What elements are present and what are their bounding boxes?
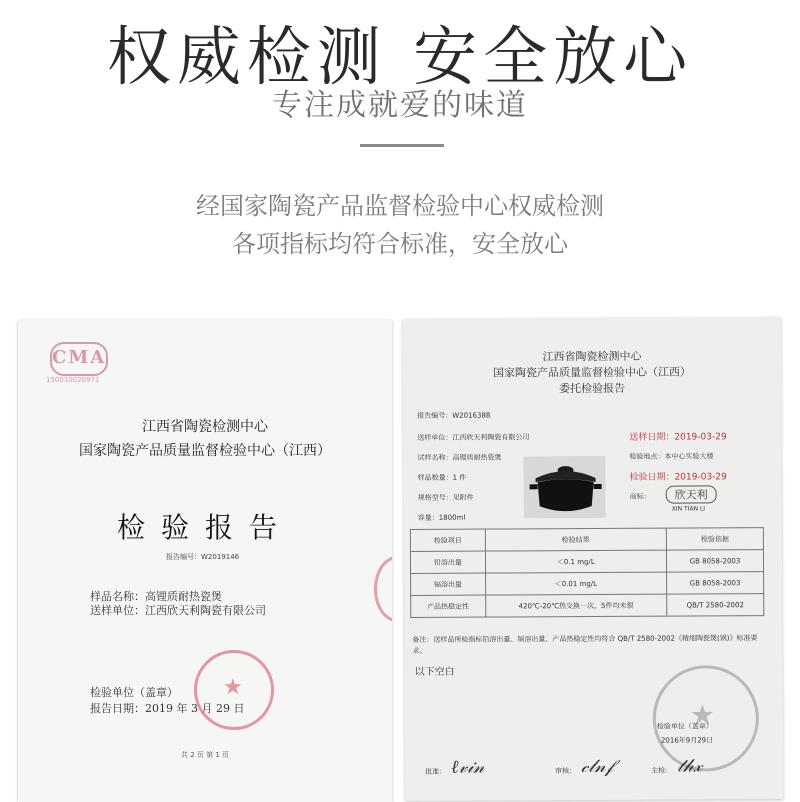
reviewer-signature: 𝒸𝓁𝓃𝒻 — [581, 755, 614, 778]
table-cell: GB 8058-2003 — [667, 572, 764, 595]
cma-number: 150010020971 — [46, 376, 100, 384]
org-name-2: 国家陶瓷产品质量监督检验中心（江西） — [79, 443, 331, 459]
red-seal-stamp — [194, 650, 274, 730]
column-header: 检验项目 — [410, 529, 485, 551]
table-header-row — [410, 528, 763, 552]
table-cell: ＜0.01 mg/L — [485, 572, 666, 595]
sample-quantity: 样品数量：1 件 — [417, 473, 467, 482]
client-name: 送样单位：江西欣天利陶瓷有限公司 — [417, 433, 530, 442]
approver-signature: ℓ𝓋𝒾𝓃 — [451, 756, 485, 778]
tester-label: 主检： — [651, 766, 673, 775]
report-cover-document — [18, 320, 392, 802]
clay-pot-image — [523, 456, 605, 518]
tester-signature: 𝓉𝒽𝓍 — [677, 755, 703, 777]
page-number: 共 2 页 第 1 页 — [180, 751, 230, 759]
report-date: 2016年9月29日 — [660, 736, 714, 745]
test-results-table — [410, 527, 764, 618]
page-title: 权威检测 安全放心 — [106, 21, 694, 95]
sample-spec: 规格型号：见附件 — [417, 493, 474, 502]
reviewer-label: 审核： — [555, 767, 577, 776]
report-title: 检验报告 — [116, 511, 293, 544]
column-header: 检验依据 — [666, 528, 763, 551]
test-result-document — [403, 317, 784, 801]
org-name-2: 国家陶瓷产品质量监督检验中心（江西） — [492, 365, 692, 380]
description-line-1: 经国家陶瓷产品监督检验中心权威检测 — [196, 192, 604, 220]
table-cell: 420℃-20℃热交换一次，5件均未裂 — [485, 594, 666, 617]
table-cell: QB/T 2580-2002 — [667, 594, 764, 617]
test-date: 检验日期：2019-03-29 — [629, 472, 727, 483]
page-subtitle: 专注成就爱的味道 — [272, 88, 528, 123]
gray-seal-stamp — [653, 665, 760, 772]
sample-name: 样品名称：高锂质耐热瓷煲 — [90, 590, 222, 603]
table-row — [411, 572, 764, 596]
table-cell: 铅溶出量 — [410, 551, 485, 573]
brand-label: 商标： — [629, 492, 651, 501]
inspector-label: 检验单位（盖章） — [90, 686, 178, 699]
edge-seal-stamp — [374, 556, 392, 622]
brand-logo: 欣天利 — [666, 485, 717, 503]
description-line-2: 各项指标均符合标准，安全放心 — [232, 230, 568, 258]
org-name-1: 江西省陶瓷检测中心 — [142, 419, 268, 435]
brand-pinyin: XIN TIAN LI — [671, 505, 706, 513]
client-name: 送样单位：江西欣天利陶瓷有限公司 — [90, 604, 266, 617]
sample-volume: 容量：1800ml — [417, 513, 466, 522]
table-cell: ＜0.1 mg/L — [485, 550, 666, 573]
sample-name: 试样名称：高锂质耐热瓷煲 — [417, 453, 502, 462]
test-location: 检验地点：本中心实验大楼 — [629, 452, 714, 461]
approver-label: 批准： — [425, 767, 447, 776]
table-cell: 镉溶出量 — [411, 573, 486, 595]
table-cell: 产品热稳定性 — [411, 595, 486, 617]
org-name-1: 江西省陶瓷检测中心 — [542, 349, 642, 364]
table-cell: GB 8058-2003 — [666, 550, 763, 573]
table-row — [411, 594, 764, 618]
report-date: 报告日期：2019 年 3 月 29 日 — [90, 702, 245, 715]
report-number: 报告编号：W2016388 — [417, 411, 491, 420]
cma-mark: CMA — [50, 342, 108, 376]
report-title: 委托检验报告 — [559, 381, 626, 396]
stamp-label: 检验单位（盖章） — [656, 722, 713, 731]
blank-marker: 以下空白 — [414, 666, 455, 678]
receive-date: 送样日期：2019-03-29 — [629, 432, 727, 443]
table-row — [410, 550, 763, 574]
report-number: 报告编号：W2019146 — [166, 553, 240, 561]
remarks: 备注：送样品所检指标铅溶出量、镉溶出量、产品热稳定性均符合 QB/T 2580-2002《精细陶瓷煲(锅)》标准要求。 — [412, 634, 758, 655]
divider — [360, 144, 444, 147]
column-header: 检验结果 — [485, 528, 666, 551]
